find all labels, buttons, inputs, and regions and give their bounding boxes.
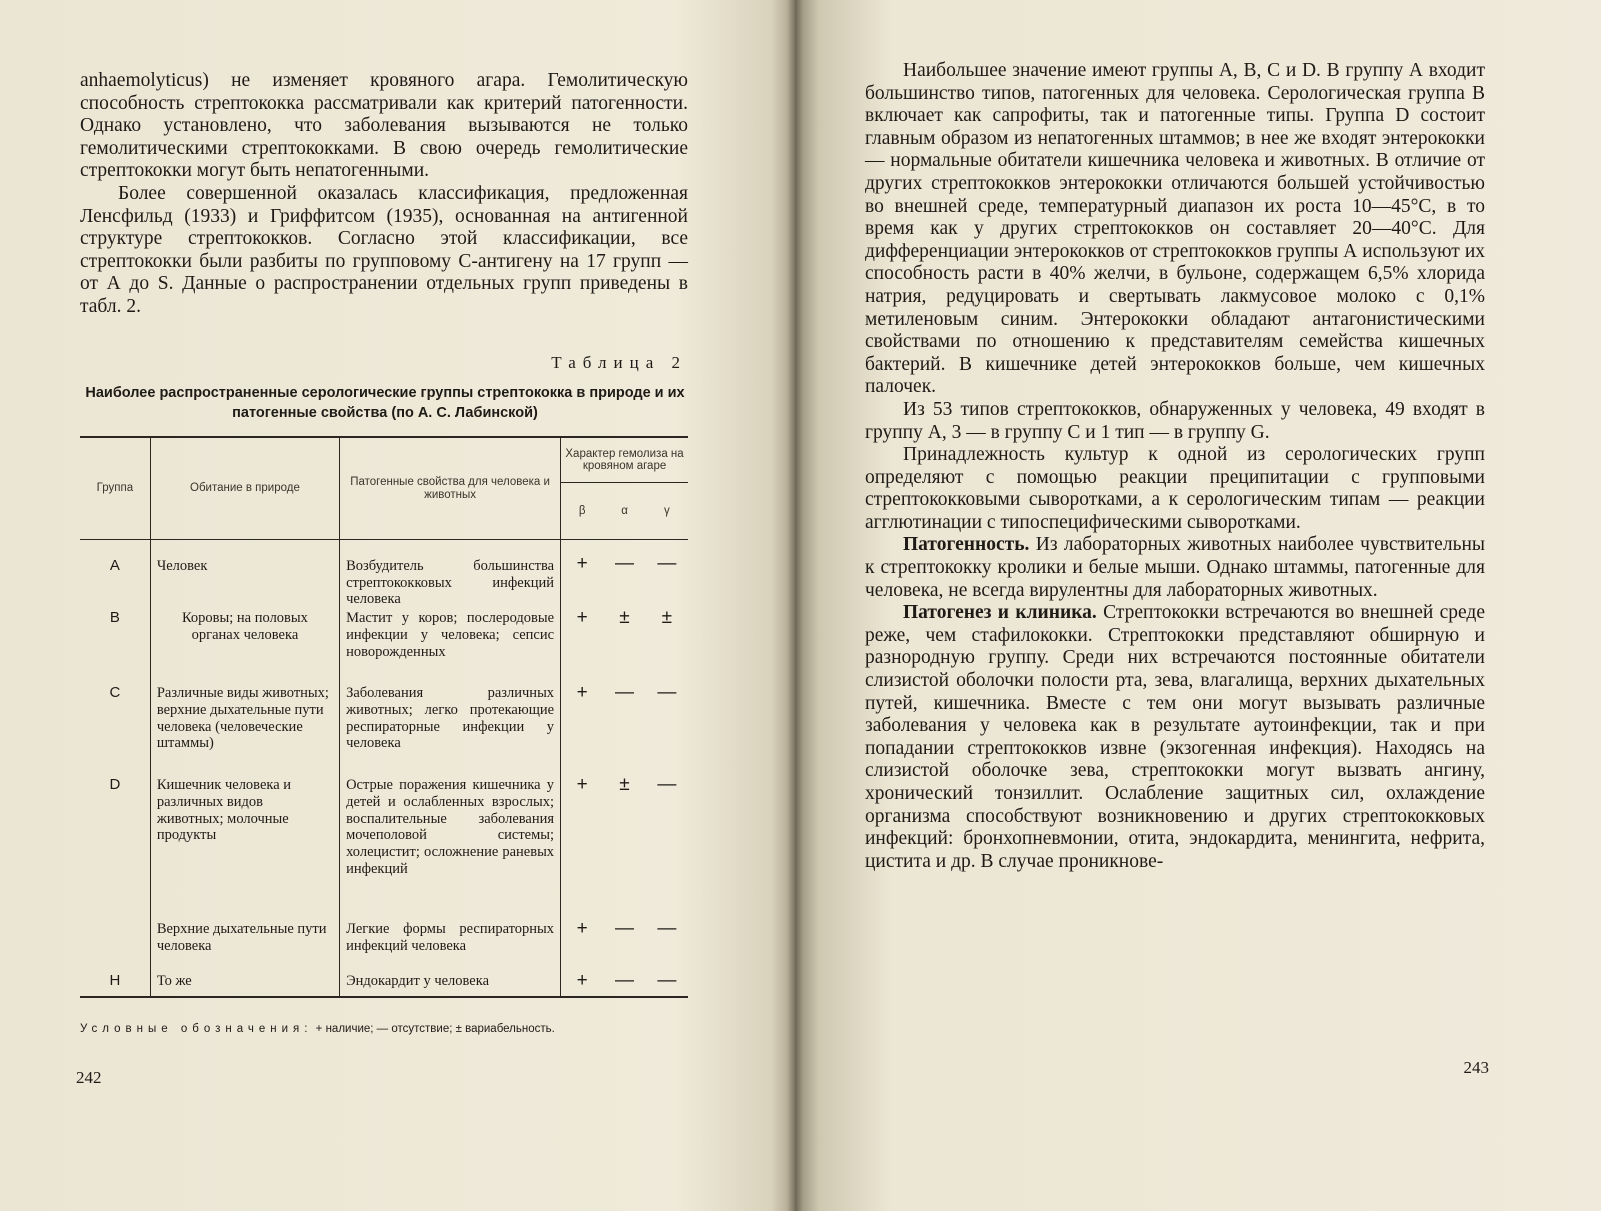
table-number: Таблица 2 (551, 353, 687, 372)
table-row (80, 608, 688, 683)
right-page (795, 0, 1601, 1211)
cell-group: A (80, 540, 150, 609)
cell-beta: + (576, 553, 588, 574)
cell-gamma: — (657, 553, 677, 574)
cell-pathogenic: Заболевания различных животных; легко протекающие респираторные инфекции у человека (340, 683, 561, 775)
cell-alpha: — (615, 682, 635, 704)
paragraph-lead: Патогенез и клиника. (903, 602, 1097, 624)
cell-gamma: ± (661, 607, 673, 629)
cell-pathogenic: Возбудитель большинства стрептококковых инфекций человека (340, 540, 561, 609)
cell-habitat: Человек (150, 540, 339, 609)
cell-gamma: — (657, 682, 677, 704)
table-row (80, 919, 688, 971)
header-pathogenic: Патогенные свойства для человека и животных (340, 437, 561, 540)
table-row (80, 775, 688, 919)
paragraph-text: Наибольшее значение имеют группы А, В, С и D. В группу А входит большинство типов, патогенных для человека. Серологическая группа В включает как сапрофиты, так и патогенные типы. Группа D состоит главным образом из непатогенных штаммов; в нее же входят энтерококки — нормальные обитатели кишечника человека и животных. В отличие от других стрептококков энтерококки отличаются большей устойчивостью во внешней среде, температурный диапазон их роста 10—45°С, в то время как у других стрептококков он составляет 20—40°С. Для дифференциации энтерококков от стрептококков группы А используют их способность расти в 40% желчи, в бульоне, содержащем 6,5% хлорида натрия, редуцировать и свертывать лакмусовое молоко с 0,1% метиленовым синим. Энтерококки обладают антагонистическими свойствами по отношению к представителям семейства кишечных бактерий. В кишечнике детей энтерококков больше, чем кишечных палочек. (865, 60, 1485, 398)
cell-beta: + (576, 682, 588, 704)
cell-alpha: — (615, 970, 635, 992)
left-page (0, 0, 795, 1211)
page-number: 243 (1463, 1058, 1489, 1077)
cell-alpha: — (615, 553, 635, 574)
page-number: 242 (76, 1068, 102, 1087)
cell-habitat: Различные виды животных; верхние дыхательные пути человека (человеческие штаммы) (150, 683, 339, 775)
legend-text: + наличие; — отсутствие; ± вариабельность. (315, 1023, 555, 1035)
paragraph-lead: Патогенность. (903, 534, 1030, 556)
cell-gamma: — (657, 970, 677, 992)
cell-alpha: ± (619, 774, 630, 796)
table-legend (80, 1022, 688, 1037)
table-row (80, 540, 688, 609)
streptococcus-groups-table (80, 436, 688, 998)
cell-group: D (80, 775, 150, 919)
paragraph: Более совершенной оказалась классификация, предложенная Ленсфильд (1933) и Гриффитсом (1935), основанная на антигенной структуре стрептококков. Согласно этой классификации, все стрептококки были разбиты по групповому С-антигену на 17 групп — от А до S. Данные о распространении отдельных групп приведены в табл. 2. (80, 182, 688, 317)
cell-alpha: — (615, 918, 635, 940)
cell-group: B (80, 608, 150, 683)
legend-label: Условные обозначения: (80, 1023, 313, 1035)
paragraph (865, 534, 1485, 602)
cell-habitat: Кишечник человека и различных видов животных; молочные продукты (150, 775, 339, 919)
header-beta: β (561, 483, 604, 540)
cell-gamma: — (657, 774, 677, 796)
cell-pathogenic: Легкие формы респираторных инфекций человека (340, 919, 561, 971)
cell-habitat: То же (150, 971, 339, 997)
cell-habitat: Коровы; на половых органах человека (150, 608, 339, 683)
header-habitat: Обитание в природе (150, 437, 339, 540)
cell-group: C (80, 683, 150, 775)
header-alpha: α (603, 483, 645, 540)
cell-group (80, 919, 150, 971)
header-gamma: γ (646, 483, 688, 540)
paragraph-text: Принадлежность культур к одной из серологических групп определяют с помощью реакции преципитации с групповыми стрептококковыми сыворотками, а к серологическим типам — реакции агглютинации с типоспецифическими сыворотками. (865, 444, 1485, 533)
paragraph-text: Из лабораторных животных наиболее чувствительны к стрептококку кролики и белые мыши. Однако штаммы, патогенные для человека, не всегда вирулентны для лабораторных животных. (865, 534, 1485, 601)
book-gutter (787, 0, 803, 1211)
cell-beta: + (576, 774, 588, 796)
cell-pathogenic: Эндокардит у человека (340, 971, 561, 997)
paragraph (865, 602, 1485, 873)
table-title: Наиболее распространенные серологические группы стрептококка в природе и их патогенные свойства (по А. С. Лабинской) (85, 385, 685, 421)
paragraph (865, 399, 1485, 444)
cell-beta: + (576, 970, 588, 992)
cell-alpha: ± (619, 607, 630, 629)
paragraph (865, 444, 1485, 534)
cell-pathogenic: Мастит у коров; послеродовые инфекции у человека; сепсис новорожденных (340, 608, 561, 683)
paragraph-text: Стрептококки встречаются во внешней среде реже, чем стафилококки. Стрептококки представляют обширную и разнородную группу. Среди них встречаются постоянные обитатели слизистой оболочки полости рта, зева, влагалища, верхних дыхательных путей, кишечника. Вместе с тем они могут вызывать различные заболевания у человека как в результате аутоинфекции, так и при попадании стрептококков извне (экзогенная инфекция). Находясь на слизистой оболочке зева, стрептококки могут вызвать ангину, хронический тонзиллит. Ослабление защитных сил, охлаждение организма способствуют возникновению и других стрептококковых инфекций: бронхопневмонии, отита, эндокардита, менингита, нефрита, цистита и др. В случае проникнове- (865, 602, 1486, 872)
paragraph (865, 60, 1485, 399)
right-body-text (865, 60, 1485, 873)
cell-gamma: — (657, 918, 677, 940)
header-group: Группа (80, 437, 150, 540)
cell-habitat: Верхние дыхательные пути человека (150, 919, 339, 971)
left-body-text (80, 70, 688, 319)
cell-beta: + (576, 607, 588, 629)
paragraph: anhaemolyticus) не изменяет кровяного агара. Гемолитическую способность стрептококка рассматривали как критерий патогенности. Однако установлено, что заболевания вызываются не только гемолитическими стрептококками. В свою очередь гемолитические стрептококки могут быть непатогенными. (80, 70, 688, 182)
paragraph-text: Из 53 типов стрептококков, обнаруженных у человека, 49 входят в группу А, 3 — в группу С и 1 тип — в группу G. (865, 398, 1485, 443)
cell-pathogenic: Острые поражения кишечника у детей и ослабленных взрослых; воспалительные заболевания мочеполовой системы; холецистит; осложнение раневых инфекций (340, 775, 561, 919)
header-hemolysis: Характер гемолиза на кровяном агаре (561, 437, 688, 483)
cell-group: H (80, 971, 150, 997)
table-row (80, 971, 688, 997)
table-row (80, 683, 688, 775)
cell-beta: + (576, 918, 588, 940)
